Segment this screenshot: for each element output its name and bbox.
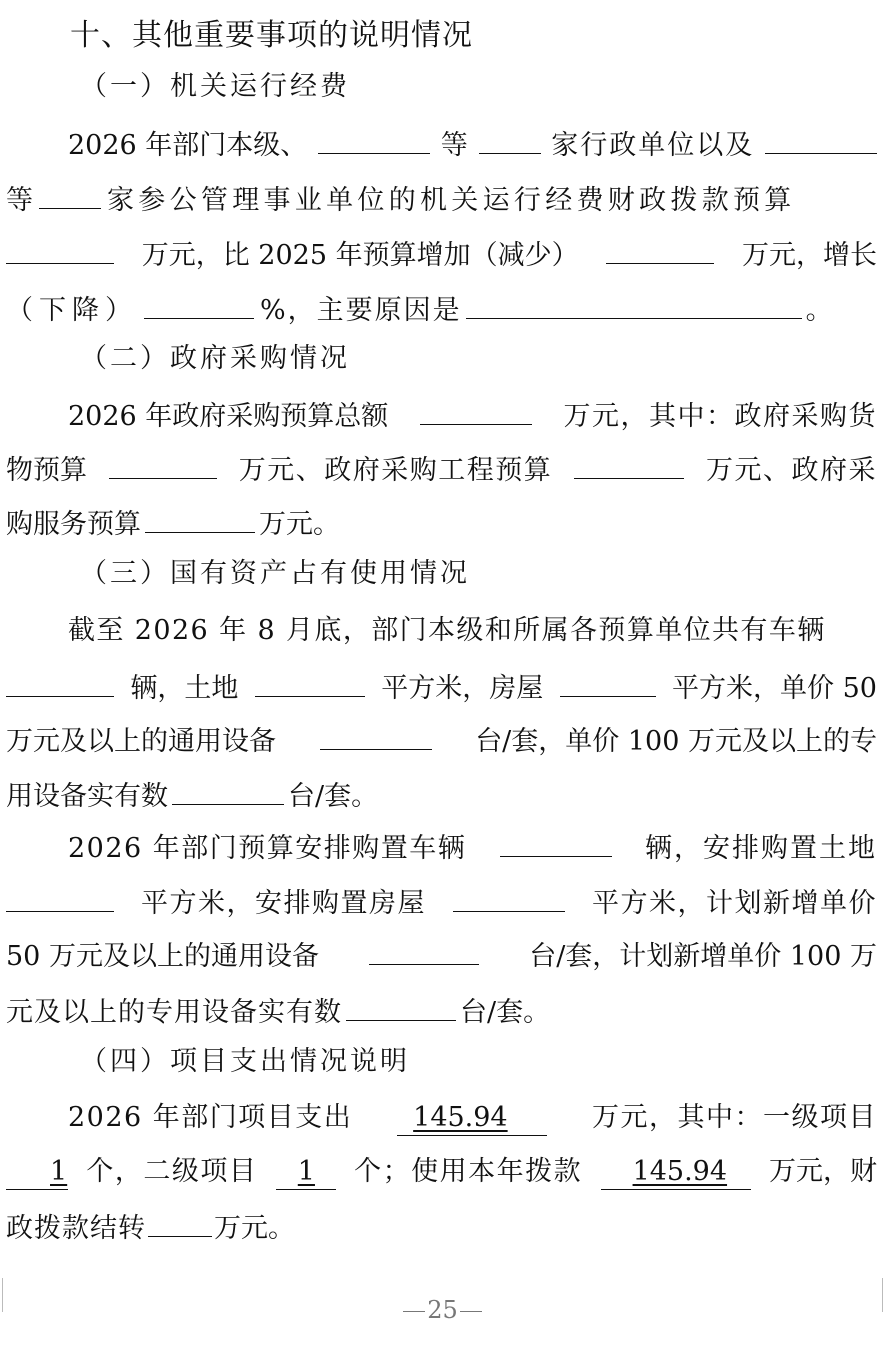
- blank-field: [172, 778, 284, 805]
- blank-field: [6, 237, 114, 264]
- text: 用设备实有数: [6, 781, 168, 812]
- text: %，主要原因是: [260, 295, 462, 326]
- paragraph-line: [6, 938, 877, 974]
- paragraph-line: [68, 1101, 877, 1136]
- text: 50 万元及以上的通用设备: [6, 941, 319, 972]
- text: 台/套，计划新增单价 100 万: [529, 941, 877, 972]
- paragraph-line: [6, 452, 877, 488]
- text: 。: [805, 295, 833, 326]
- blank-field: [560, 670, 656, 697]
- paragraph-line: [68, 614, 877, 648]
- blank-field: [453, 885, 565, 912]
- blank-field: [466, 292, 802, 319]
- paragraph-line: [6, 182, 885, 218]
- text: 台/套。: [288, 781, 379, 812]
- text: 政拨款结转: [6, 1213, 146, 1244]
- second-level-count: 1: [297, 1156, 315, 1187]
- text: 平方米，安排购置房屋: [141, 888, 426, 919]
- text: 2026 年部门项目支出: [68, 1102, 353, 1133]
- text: 购服务预算: [6, 509, 141, 540]
- blank-field: [369, 938, 479, 965]
- blank-field: [145, 506, 255, 533]
- text: 2026 年部门预算安排购置车辆: [68, 833, 467, 864]
- paragraph-line: [6, 670, 877, 706]
- paragraph-line: [6, 506, 885, 542]
- text: 截至 2026 年 8 月底，部门本级和所属各预算单位共有车辆: [68, 615, 826, 646]
- paragraph-line: [68, 127, 877, 163]
- paragraph-line: [6, 994, 885, 1030]
- paragraph-line: [6, 292, 885, 328]
- paragraph-line: [6, 885, 877, 921]
- blank-field: [346, 994, 456, 1021]
- current-year-allocation-value: 145.94: [632, 1156, 728, 1187]
- blank-field: [500, 830, 612, 857]
- blank-field: [39, 182, 101, 209]
- text: 辆，土地: [130, 673, 239, 704]
- paragraph-line: [6, 1210, 885, 1246]
- blank-field: [574, 452, 684, 479]
- blank-field: [144, 292, 254, 319]
- paragraph-line: [6, 778, 885, 814]
- text: 个；使用本年拨款: [354, 1156, 583, 1187]
- paragraph-line: [6, 1155, 877, 1190]
- paragraph-line: [68, 398, 877, 434]
- blank-field: [255, 670, 365, 697]
- filled-field: [6, 1155, 68, 1190]
- text: 平方米，单价 50: [672, 673, 877, 704]
- text: 万元，其中：一级项目: [591, 1102, 877, 1133]
- page-heading: 十、其他重要事项的说明情况: [70, 18, 473, 53]
- section-heading-4: （四）项目支出情况说明: [80, 1046, 410, 1077]
- text: 万元、政府采购工程预算: [238, 455, 553, 486]
- text: 台/套。: [460, 997, 551, 1028]
- text: （下降）: [6, 295, 138, 326]
- blank-field: [6, 885, 114, 912]
- text: 万元，增长: [742, 240, 877, 271]
- text: 万元，财: [768, 1156, 877, 1187]
- text: 台/套，单价 100 万元及以上的专: [475, 726, 877, 757]
- text: 万元。: [259, 509, 340, 540]
- blank-field: [479, 127, 541, 154]
- blank-field: [6, 670, 114, 697]
- text: 平方米，计划新增单价: [592, 888, 877, 919]
- paragraph-line: [6, 723, 877, 759]
- blank-field: [420, 398, 532, 425]
- section-heading-1: （一）机关运行经费: [80, 71, 350, 102]
- text: 2026 年政府采购预算总额: [68, 401, 389, 432]
- blank-field: [606, 237, 714, 264]
- blank-field: [320, 723, 432, 750]
- paragraph-line: [6, 237, 877, 273]
- text: 2026 年部门本级、: [68, 130, 308, 161]
- text: 平方米，房屋: [381, 673, 544, 704]
- page-number: [0, 1296, 885, 1324]
- blank-field: [765, 127, 877, 154]
- filled-field: [397, 1101, 547, 1136]
- paragraph-line: [68, 830, 877, 866]
- blank-field: [318, 127, 430, 154]
- first-level-count: 1: [50, 1156, 68, 1187]
- text: 等: [440, 130, 468, 161]
- text: 元及以上的专用设备实有数: [6, 997, 342, 1028]
- text: 家参公管理事业单位的机关运行经费财政拨款预算: [107, 185, 796, 216]
- page-number-text: 25: [427, 1296, 458, 1324]
- text: 万元，比 2025 年预算增加（减少）: [141, 240, 579, 271]
- blank-field: [109, 452, 217, 479]
- section-heading-3: （三）国有资产占有使用情况: [80, 558, 470, 589]
- text: 个，二级项目: [86, 1156, 258, 1187]
- text: 家行政单位以及: [551, 130, 755, 161]
- text: 万元及以上的通用设备: [6, 726, 276, 757]
- section-heading-2: （二）政府采购情况: [80, 343, 350, 374]
- text: 万元、政府采: [706, 455, 877, 486]
- text: 万元，其中：政府采购货: [563, 401, 877, 432]
- text: 物预算: [6, 455, 87, 486]
- blank-field: [148, 1210, 212, 1237]
- filled-field: [601, 1155, 751, 1190]
- text: 万元。: [214, 1213, 295, 1244]
- text: 等: [6, 185, 33, 216]
- filled-field: [276, 1155, 336, 1190]
- project-expense-value: 145.94: [413, 1102, 508, 1133]
- text: 辆，安排购置土地: [644, 833, 877, 864]
